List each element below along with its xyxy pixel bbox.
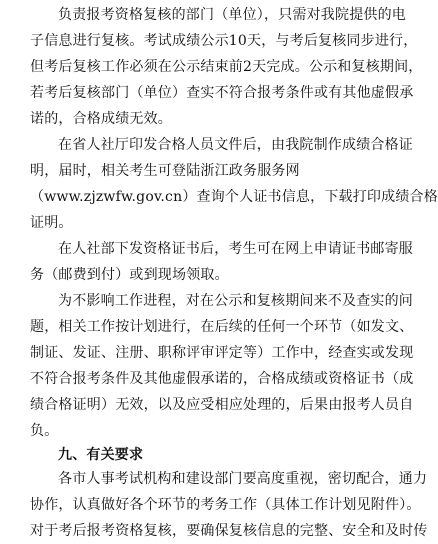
text-line: 证明。 — [30, 215, 73, 231]
text-line: 在人社部下发资格证书后，考生可在网上申请证书邮寄服 — [58, 241, 413, 257]
text-line: （www.zjzwfw.gov.cn）查询个人证书信息，下载打印成绩合格 — [30, 189, 438, 205]
text-line: 务（邮费到付）或到现场领取。 — [30, 267, 229, 283]
text-line: 不符合报考条件及其他虚假承诺的，合格成绩或资格证书（成 — [30, 371, 414, 387]
text-line: 协作，认真做好各个环节的考务工作（具体工作计划见附件）。 — [30, 497, 421, 513]
text-line: 对于考后报考资格复核，要确保复核信息的完整、安全和及时传 — [30, 523, 428, 539]
text-line: 绩合格证明）无效，以及应受相应处理的，后果由报考人员自 — [30, 397, 414, 413]
text-line: 负。 — [30, 423, 59, 439]
text-line: 但考后复核工作必须在公示结束前2天完成。公示和复核期间， — [30, 59, 423, 75]
text-line: 诺的，合格成绩无效。 — [30, 111, 172, 127]
section-heading: 九、有关要求 — [58, 447, 144, 463]
text-line: 各市人事考试机构和建设部门要高度重视，密切配合，通力 — [58, 471, 428, 487]
text-line: 子信息进行复核。考试成绩公示10天，与考后复核同步进行， — [30, 33, 418, 49]
text-line: 在省人社厅印发合格人员文件后，由我院制作成绩合格证 — [58, 137, 413, 153]
text-line: 若考后复核部门（单位）查实不符合报考条件或有其他虚假承 — [30, 85, 414, 101]
text-line: 题，相关工作按计划进行，在后续的任何一个环节（如发文、 — [30, 319, 414, 335]
text-line: 明，届时，相关考生可登陆浙江政务服务网 — [30, 163, 300, 179]
text-line: 为不影响工作进程，对在公示和复核期间来不及查实的问 — [58, 293, 413, 309]
text-line: 负责报考资格复核的部门（单位），只需对我院提供的电 — [58, 7, 406, 23]
text-line: 制证、发证、注册、职称评审评定等）工作中，经查实或发现 — [30, 345, 414, 361]
